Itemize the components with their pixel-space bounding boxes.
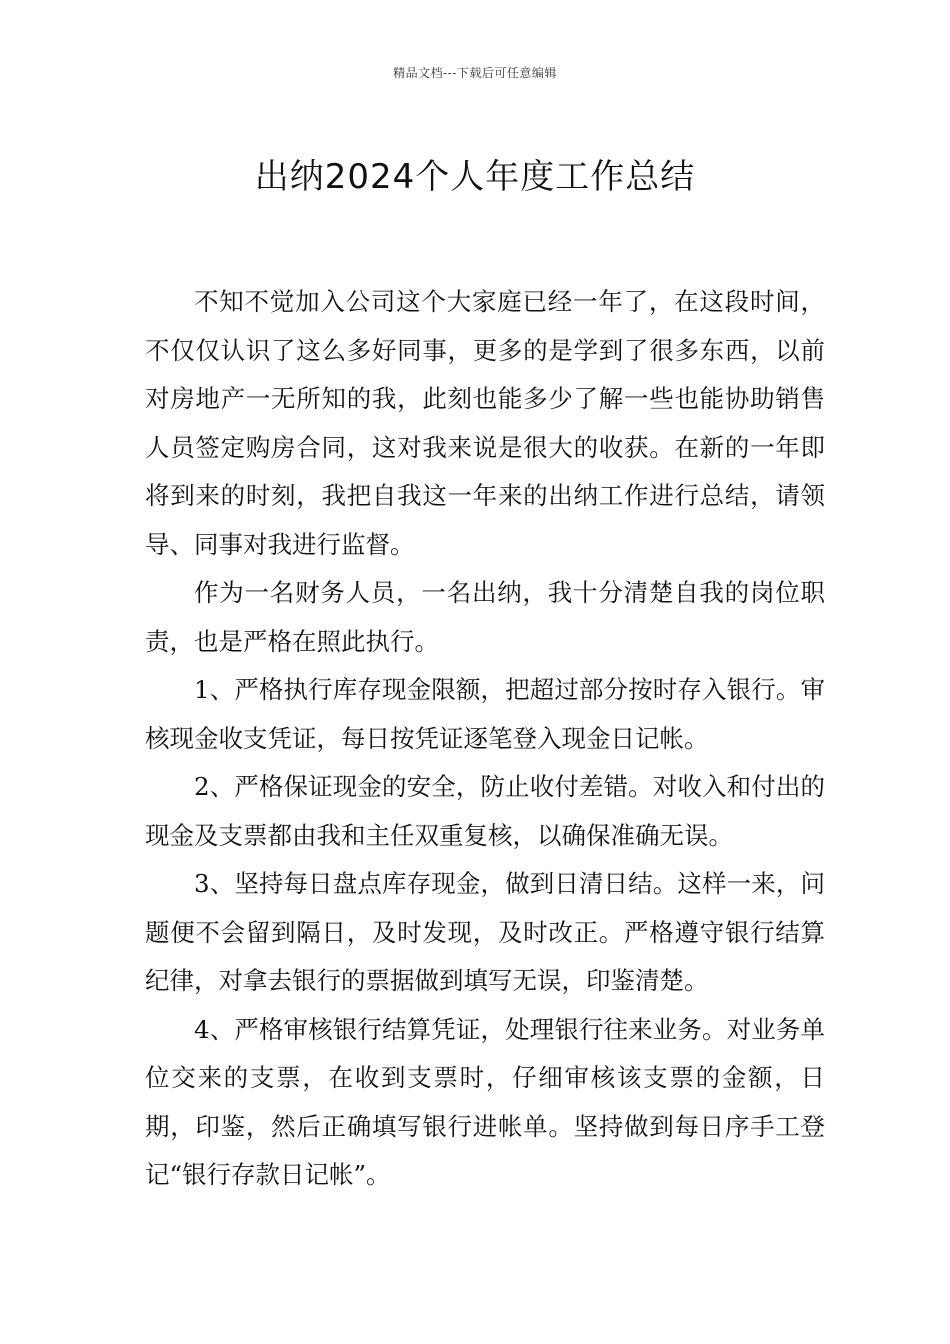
paragraph: 不知不觉加入公司这个大家庭已经一年了，在这段时间，不仅仅认识了这么多好同事，更多的是学到了很多东西，以前对房地产一无所知的我，此刻也能多少了解一些也能协助销售人员签定购房合同，这对我来说是很大的收获。在新的一年即将到来的时刻，我把自我这一年来的出纳工作进行总结，请领导、同事对我进行监督。 — [145, 287, 825, 559]
header-note: 精品文档---下载后可任意编辑 — [393, 66, 557, 80]
document-body — [145, 278, 825, 1200]
paragraph: 3、坚持每日盘点库存现金，做到日清日结。这样一来，问题便不会留到隔日，及时发现，及时改正。严格遵守银行结算纪律，对拿去银行的票据做到填写无误，印鉴清楚。 — [145, 869, 825, 995]
document-title: 出纳2024个人年度工作总结 — [254, 156, 696, 197]
paragraph: 1、严格执行库存现金限额，把超过部分按时存入银行。审核现金收支凭证，每日按凭证逐笔登入现金日记帐。 — [145, 675, 825, 753]
paragraph: 4、严格审核银行结算凭证，处理银行往来业务。对业务单位交来的支票，在收到支票时，仔细审核该支票的金额，日期，印鉴，然后正确填写银行进帐单。坚持做到每日序手工登记“银行存款日记帐”。 — [145, 1014, 825, 1189]
paragraph: 作为一名财务人员，一名出纳，我十分清楚自我的岗位职责，也是严格在照此执行。 — [145, 578, 825, 656]
paragraph: 2、严格保证现金的安全，防止收付差错。对收入和付出的现金及支票都由我和主任双重复核，以确保准确无误。 — [145, 772, 825, 850]
